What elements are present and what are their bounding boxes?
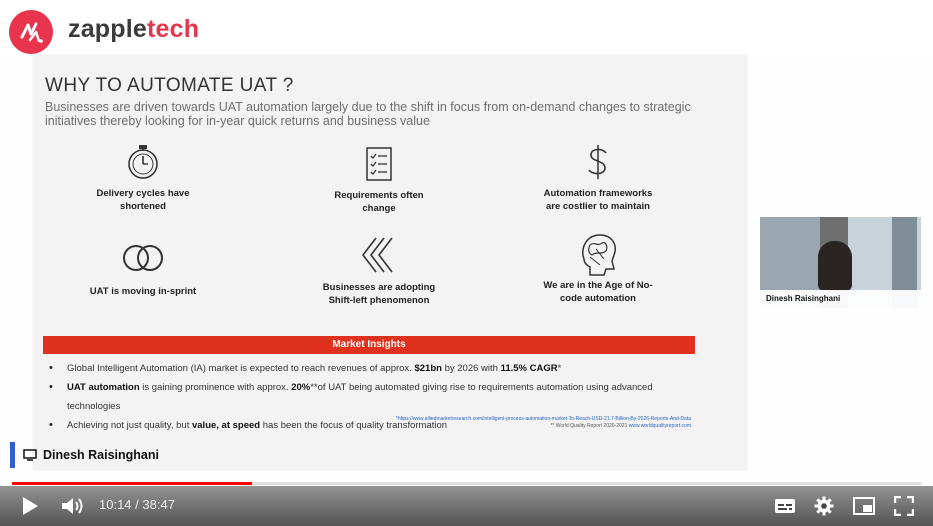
time-display: 10:14 / 38:47 (99, 497, 175, 512)
progress-bar[interactable] (12, 482, 921, 485)
dollar-icon (583, 143, 613, 181)
subtitles-button[interactable] (771, 492, 799, 520)
feature-label: Delivery cycles have shortened (96, 188, 190, 212)
brain-head-icon (576, 231, 620, 277)
presentation-slide (33, 55, 747, 470)
linked-rings-icon (119, 241, 167, 275)
miniplayer-button[interactable] (850, 492, 878, 520)
current-time: 10:14 (99, 497, 132, 512)
zappletech-logo-icon (9, 10, 53, 54)
settings-button[interactable] (810, 492, 838, 520)
feature-no-code (513, 231, 683, 305)
fullscreen-icon (894, 496, 914, 516)
fullscreen-button[interactable] (890, 492, 918, 520)
volume-button[interactable] (59, 492, 87, 520)
miniplayer-icon (853, 497, 875, 515)
brand-name-part2: tech (147, 15, 200, 43)
market-insights-header: Market Insights (43, 336, 695, 354)
feature-delivery-cycles (58, 143, 228, 213)
volume-icon (61, 496, 85, 516)
feature-label: We are in the Age of No- code automation (543, 280, 653, 304)
play-button[interactable] (16, 492, 44, 520)
feature-label: Businesses are adopting Shift-left phenomenon (322, 282, 436, 306)
brand-name (68, 15, 199, 44)
chevrons-left-icon (360, 235, 398, 275)
speaker-video-tile (760, 217, 921, 308)
subtitles-icon (774, 498, 796, 514)
speaker-name-label: Dinesh Raisinghani (760, 290, 921, 308)
feature-label: Automation frameworks are costlier to maintain (543, 188, 653, 212)
duration: 38:47 (142, 497, 175, 512)
feature-automation-frameworks (513, 143, 683, 213)
player-controls (0, 486, 933, 526)
feature-label: UAT is moving in-sprint (89, 286, 197, 297)
brand-name-part1: zapple (68, 15, 147, 43)
slide-subtitle: Businesses are driven towards UAT automation largely due to the shift in focus from on-demand changes to strategic initiatives thereby looking for in-year quick returns and business value (45, 100, 691, 128)
slide-references (243, 416, 691, 430)
feature-shift-left (294, 235, 464, 307)
reference-link[interactable]: www.worldqualityreport.com (628, 423, 691, 429)
list-item: • Global Intelligent Automation (IA) market is expected to reach revenues of approx. $21bn by 2026 with 11.5% CAGR* (49, 359, 689, 378)
play-icon (21, 496, 39, 516)
presenter-name: Dinesh Raisinghani (43, 448, 159, 462)
gear-icon (814, 496, 834, 516)
list-item: • UAT automation is gaining prominence with approx. 20%**of UAT being automated giving rise to requirements automation using advanced technologies (49, 378, 689, 416)
feature-requirements-change (294, 145, 464, 215)
progress-played (12, 482, 252, 485)
checklist-icon (362, 145, 396, 183)
header-bar (0, 0, 933, 54)
feature-label: Requirements often change (334, 190, 424, 214)
list-item: • Achieving not just quality, but value, at speed has been the focus of quality transformation (49, 416, 689, 435)
reference-text: ** World Quality Report 2020-2021 (550, 423, 628, 429)
slide-title: WHY TO AUTOMATE UAT ? (45, 75, 294, 96)
speaker-video (818, 241, 852, 291)
stopwatch-icon (125, 143, 161, 181)
monitor-icon (23, 449, 37, 461)
reference-link[interactable]: *https://www.alliedmarketresearch.com/intelligent-process-automation-market-To-Reach-USD-21.7-Billion-By-2026-Reports-And-Data (395, 416, 691, 422)
feature-uat-in-sprint (58, 241, 228, 298)
presenter-badge (10, 442, 159, 468)
